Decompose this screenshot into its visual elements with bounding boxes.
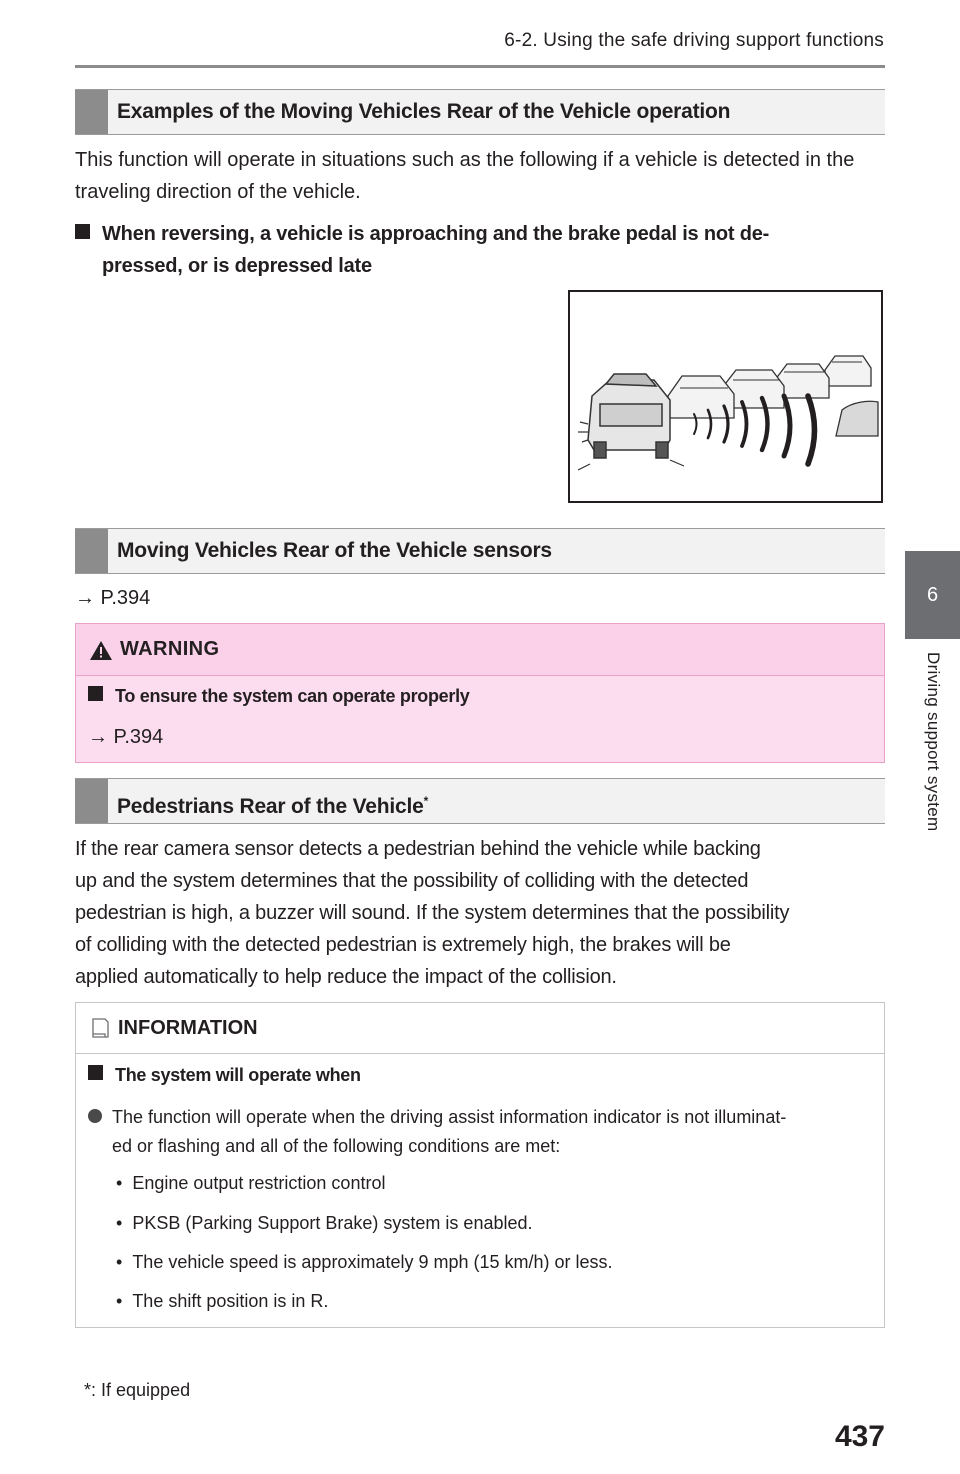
pedestrians-title-text: Pedestrians Rear of the Vehicle [117,795,424,818]
information-bullet [88,1103,868,1161]
information-subheading-text: The system will operate when [115,1065,361,1085]
list-item: • The shift position is in R. [116,1291,328,1312]
information-bullet-line2: ed or flashing and all of the following conditions are met: [112,1136,561,1156]
chapter-tab-label-text: Driving support system [924,652,943,832]
section-sensors-title: Moving Vehicles Rear of the Vehicle sensors [117,539,552,562]
chapter-tab-label [903,652,960,852]
footnote: *: If equipped [84,1380,191,1400]
section-marker [75,529,108,573]
page-number: 437 [834,1420,885,1453]
if-equipped-mark: * [423,794,429,808]
section-sensors-title-bar [75,528,885,574]
information-header [76,1003,884,1054]
reversing-vehicle-illustration [568,290,883,503]
examples-case-heading [75,218,815,282]
section-examples-title-bar [75,89,885,135]
information-subheading [88,1065,361,1086]
warning-triangle-icon [89,640,113,661]
chapter-tab-number: 6 [905,551,960,639]
pedestrians-line-4: of colliding with the detected pedestrian is extremely high, the brakes will be [75,934,731,956]
round-bullet-icon [88,1109,102,1123]
vehicle-approach-illustration-icon [570,292,881,501]
pedestrians-line-3: pedestrian is high, a buzzer will sound. If the system determines that the possibility [75,902,790,924]
square-bullet-icon [88,1065,103,1080]
sensors-page-reference[interactable]: → P.394 [75,587,151,609]
section-pedestrians-title [117,779,428,829]
warning-subheading-text: To ensure the system can operate properly [115,686,470,706]
section-pedestrians-title-bar [75,778,885,824]
information-box [75,1002,885,1328]
section-marker [75,779,108,823]
information-label: INFORMATION [118,1017,258,1039]
warning-header [76,624,884,676]
case-heading-line2: pressed, or is depressed late [102,255,372,277]
square-bullet-icon [88,686,103,701]
examples-intro: This function will operate in situations such as the following if a vehicle is detected in the traveling direction of the vehicle. [75,149,855,203]
list-item: • The vehicle speed is approximately 9 mph (15 km/h) or less. [116,1252,613,1273]
section-examples-title: Examples of the Moving Vehicles Rear of the Vehicle operation [117,100,731,123]
pedestrians-line-1: If the rear camera sensor detects a pedestrian behind the vehicle while backing [75,838,761,860]
note-book-icon [90,1017,110,1039]
warning-page-reference[interactable]: → P.394 [88,726,164,748]
pedestrians-paragraph [75,833,885,993]
pedestrians-line-5: applied automatically to help reduce the impact of the collision. [75,966,617,988]
list-item: • Engine output restriction control [116,1173,385,1194]
warning-subheading [88,686,470,707]
section-marker [75,90,108,134]
information-bullet-line1: The function will operate when the driving assist information indicator is not illuminat- [112,1107,787,1127]
pedestrians-line-2: up and the system determines that the possibility of colliding with the detected [75,870,749,892]
running-header: 6-2. Using the safe driving support functions [504,30,884,51]
header-rule [75,65,885,68]
warning-box [75,623,885,763]
warning-label: WARNING [120,638,220,660]
square-bullet-icon [75,224,90,239]
list-item: • PKSB (Parking Support Brake) system is enabled. [116,1213,533,1234]
case-heading-line1: When reversing, a vehicle is approaching and the brake pedal is not de- [102,223,770,245]
